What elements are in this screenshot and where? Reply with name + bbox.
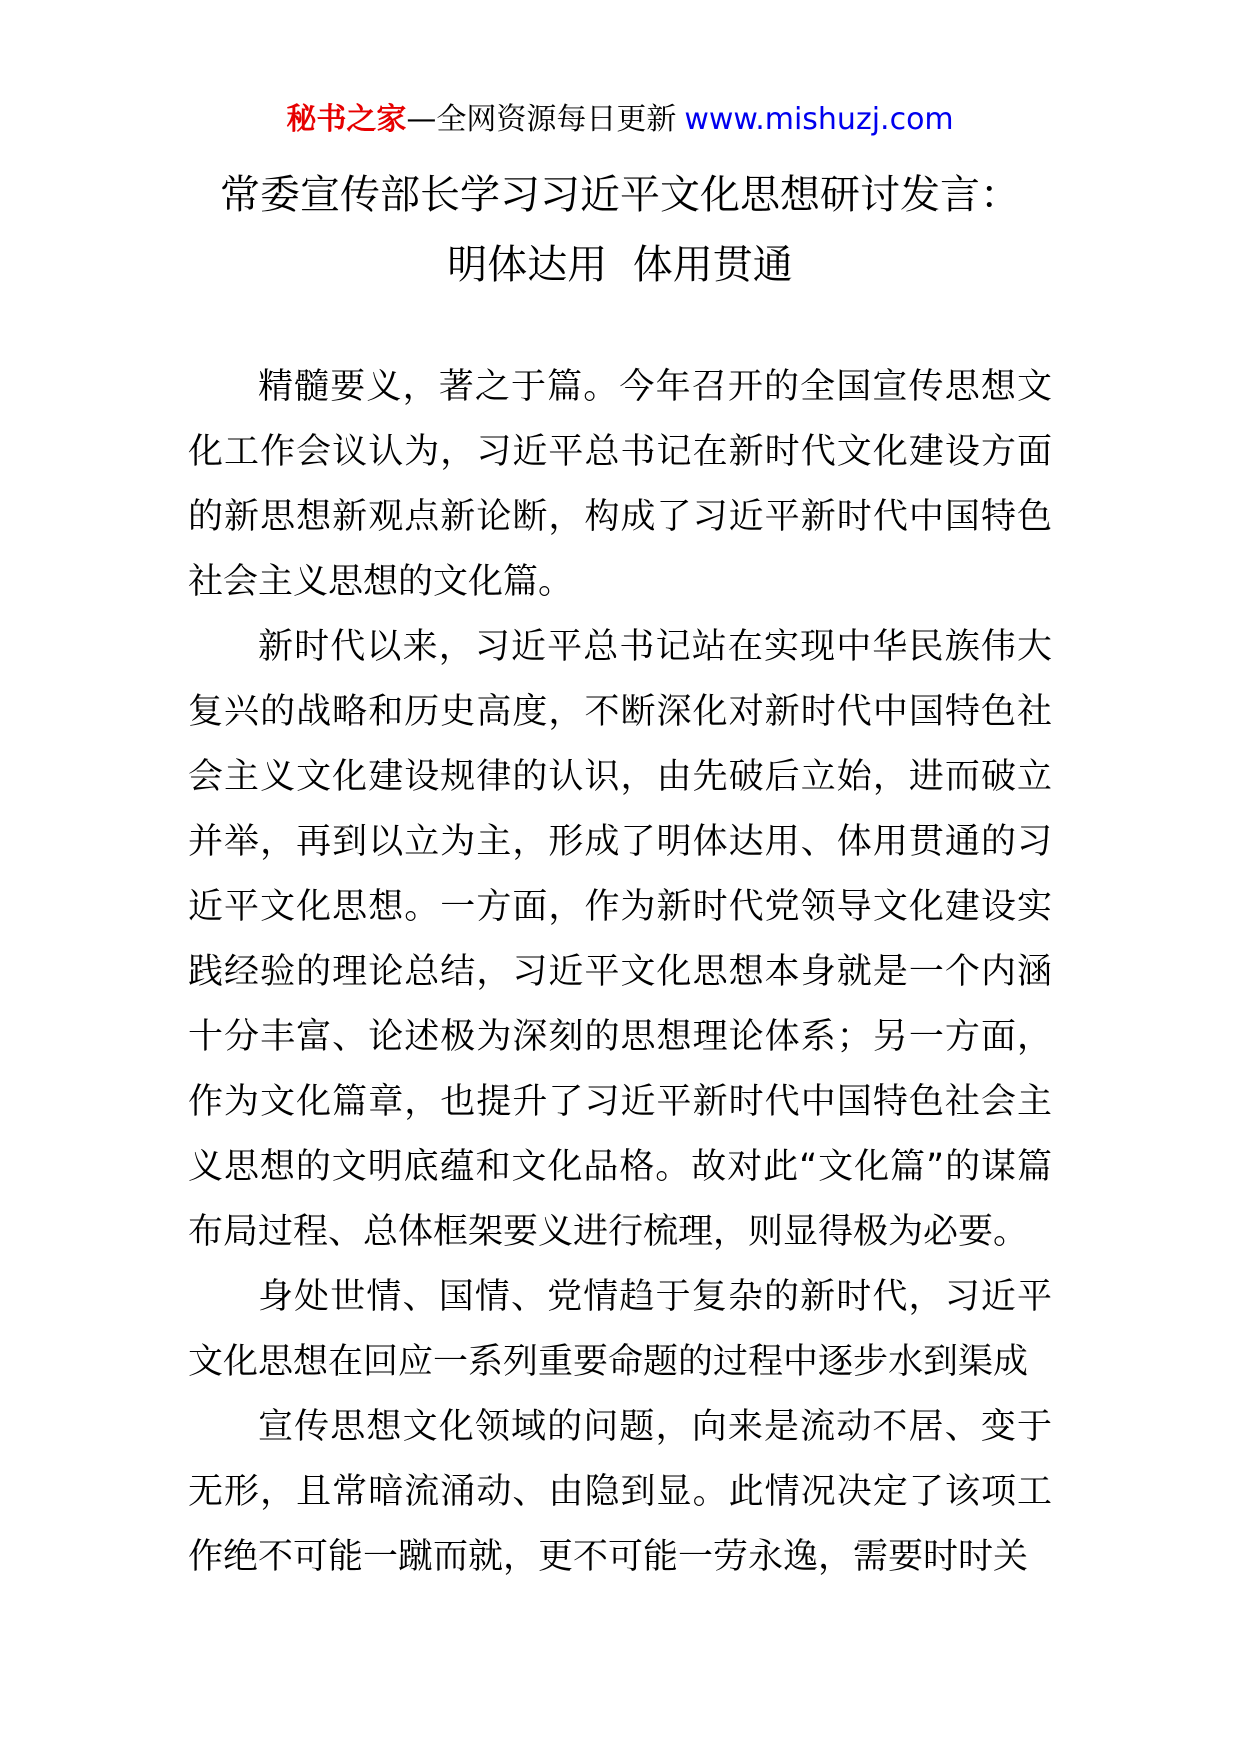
title-line-1: 常委宣传部长学习习近平文化思想研讨发言： <box>220 172 1020 218</box>
site-header <box>0 100 1240 140</box>
document-body <box>188 355 1052 1590</box>
paragraph-3: 身处世情、国情、党情趋于复杂的新时代，习近平文化思想在回应一系列重要命题的过程中逐步水到渠成 <box>188 1277 1052 1382</box>
paragraph-1: 精髓要义，著之于篇。今年召开的全国宣传思想文化工作会议认为，习近平总书记在新时代文化建设方面的新思想新观点新论断，构成了习近平新时代中国特色社会主义思想的文化篇。 <box>188 367 1052 602</box>
paragraph-2: 新时代以来，习近平总书记站在实现中华民族伟大复兴的战略和历史高度，不断深化对新时代中国特色社会主义文化建设规律的认识，由先破后立始，进而破立并举，再到以立为主，形成了明体达用、体用贯通的习近平文化思想。一方面，作为新时代党领导文化建设实践经验的理论总结，习近平文化思想本身就是一个内涵十分丰富、论述极为深刻的思想理论体系；另一方面，作为文化篇章，也提升了习近平新时代中国特色社会主义思想的文明底蕴和文化品格。故对此“文化篇”的谋篇布局过程、总体框架要义进行梳理，则显得极为必要。 <box>188 627 1052 1252</box>
paragraph-4: 宣传思想文化领域的问题，向来是流动不居、变于无形，且常暗流涌动、由隐到显。此情况决定了该项工作绝不可能一蹴而就，更不可能一劳永逸，需要时时关 <box>188 1407 1052 1577</box>
header-tagline: —全网资源每日更新 <box>406 102 677 137</box>
site-url-link[interactable]: www.mishuzj.com <box>684 102 954 137</box>
document-title <box>0 160 1240 300</box>
title-line-2: 明体达用 体用贯通 <box>447 242 793 288</box>
brand-name: 秘书之家 <box>286 102 407 137</box>
